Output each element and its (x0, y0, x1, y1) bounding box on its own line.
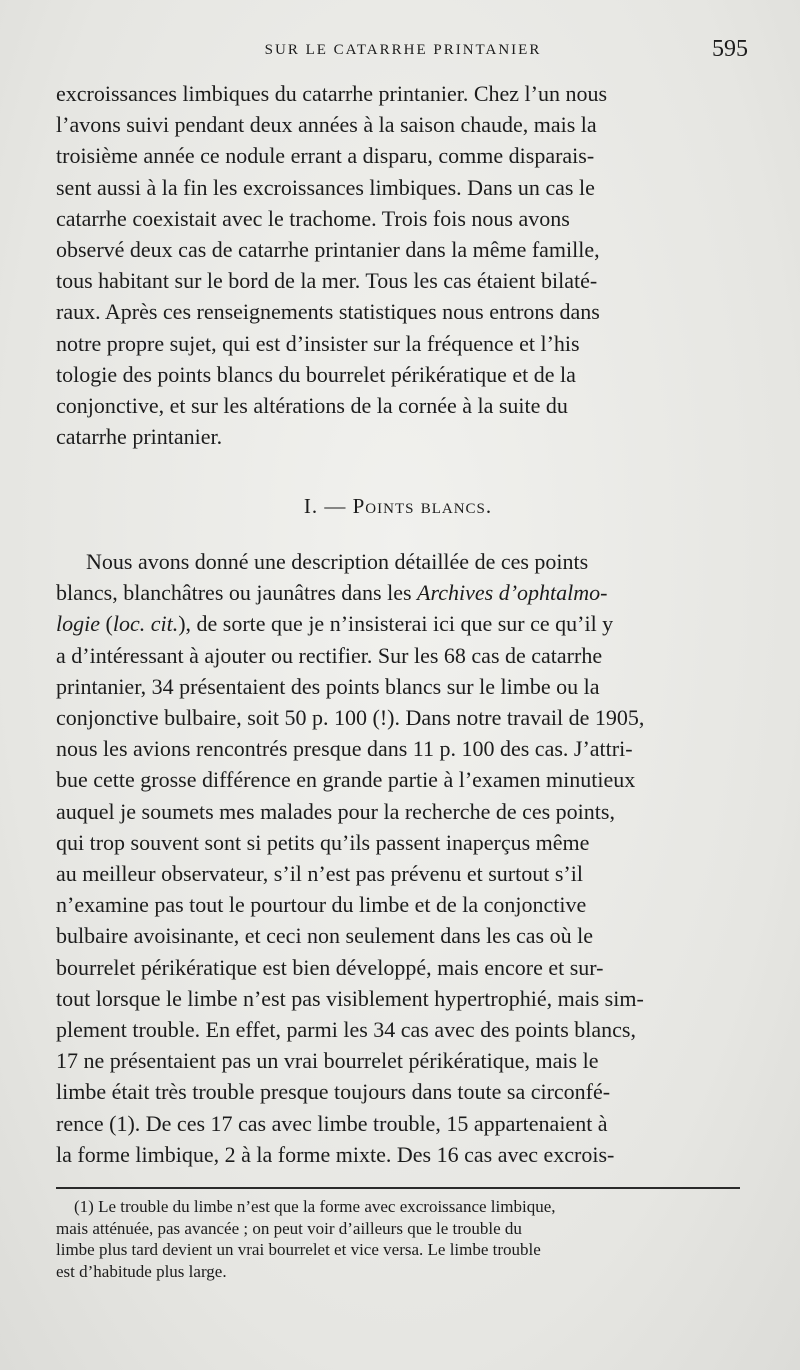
text-line: conjonctive, et sur les altérations de la cornée à la suite du (56, 393, 568, 419)
text-line: la forme limbique, 2 à la forme mixte. Des 16 cas avec excrois- (56, 1141, 615, 1167)
text-line: tout lorsque le limbe n’est pas visiblement hypertrophié, mais sim- (56, 985, 644, 1011)
text-line: rence (1). De ces 17 cas avec limbe trouble, 15 appartenaient à (56, 1110, 608, 1136)
footnote-line: (1) Le trouble du limbe n’est que la forme avec excroissance limbique, (74, 1197, 556, 1216)
section-title: Points blancs. (352, 494, 493, 518)
loc-cit: loc. cit. (112, 611, 179, 637)
text-line: catarrhe printanier. (56, 424, 223, 450)
text-line: printanier, 34 présentaient des points blancs sur le limbe ou la (56, 673, 600, 699)
text-line: observé deux cas de catarrhe printanier dans la même famille, (56, 237, 600, 263)
text-line: auquel je soumets mes malades pour la recherche de ces points, (56, 798, 615, 824)
footnote (56, 1196, 740, 1282)
text-line: bourrelet périkératique est bien développé, mais encore et sur- (56, 954, 604, 980)
text-line: tologie des points blancs du bourrelet périkératique et de la (56, 361, 576, 387)
text-line: l’avons suivi pendant deux années à la saison chaude, mais la (56, 112, 597, 138)
footnote-divider (56, 1187, 740, 1189)
text-line: sent aussi à la fin les excroissances limbiques. Dans un cas le (56, 174, 595, 200)
journal-title: Archives d’ophtalmo- (417, 580, 608, 606)
text-run: ), de sorte que je n’insisterai ici que sur ce qu’il y (178, 611, 614, 637)
text-line: bue cette grosse différence en grande partie à l’examen minutieux (56, 767, 636, 793)
text-line: catarrhe coexistait avec le trachome. Trois fois nous avons (56, 205, 570, 231)
text-run: ( (100, 611, 113, 637)
text-line: a d’intéressant à ajouter ou rectifier. Sur les 68 cas de catarrhe (56, 642, 603, 668)
paragraph-1 (56, 78, 740, 452)
text-line: 17 ne présentaient pas un vrai bourrelet périkératique, mais le (56, 1048, 599, 1074)
text-line: troisième année ce nodule errant a disparu, comme disparais- (56, 143, 595, 169)
text-line: plement trouble. En effet, parmi les 34 cas avec des points blancs, (56, 1017, 636, 1043)
paragraph-2 (56, 546, 740, 1170)
text-line: qui trop souvent sont si petits qu’ils passent inaperçus même (56, 829, 590, 855)
text-line (56, 577, 740, 608)
section-number: I. — (303, 494, 347, 518)
running-title: SUR LE CATARRHE PRINTANIER (264, 42, 542, 58)
text-line: limbe était très trouble presque toujours dans toute sa circonfé- (56, 1079, 611, 1105)
running-head (58, 36, 748, 66)
text-line: raux. Après ces renseignements statistiques nous entrons dans (56, 299, 600, 325)
text-line: conjonctive bulbaire, soit 50 p. 100 (!). Dans notre travail de 1905, (56, 705, 645, 731)
text-line (56, 608, 740, 639)
text-line: au meilleur observateur, s’il n’est pas prévenu et surtout s’il (56, 861, 583, 887)
footnote-line: limbe plus tard devient un vrai bourrelet et vice versa. Le limbe trouble (56, 1240, 541, 1259)
page-number: 595 (712, 36, 748, 62)
journal-title-end: logie (56, 611, 100, 637)
text-line: excroissances limbiques du catarrhe printanier. Chez l’un nous (56, 81, 608, 106)
text-line: n’examine pas tout le pourtour du limbe et de la conjonctive (56, 892, 587, 918)
text-line: bulbaire avoisinante, et ceci non seulement dans les cas où le (56, 923, 593, 949)
text-line: notre propre sujet, qui est d’insister sur la fréquence et l’his (56, 330, 580, 356)
text-line: tous habitant sur le bord de la mer. Tous les cas étaient bilaté- (56, 268, 598, 294)
section-heading (56, 494, 740, 519)
text-line: Nous avons donné une description détaillée de ces points (86, 549, 589, 574)
text-run: blancs, blanchâtres ou jaunâtres dans les (56, 580, 418, 606)
text-line: nous les avions rencontrés presque dans 11 p. 100 des cas. J’attri- (56, 736, 633, 762)
footnote-line: est d’habitude plus large. (56, 1261, 227, 1281)
footnote-line: mais atténuée, pas avancée ; on peut voir d’ailleurs que le trouble du (56, 1218, 522, 1238)
